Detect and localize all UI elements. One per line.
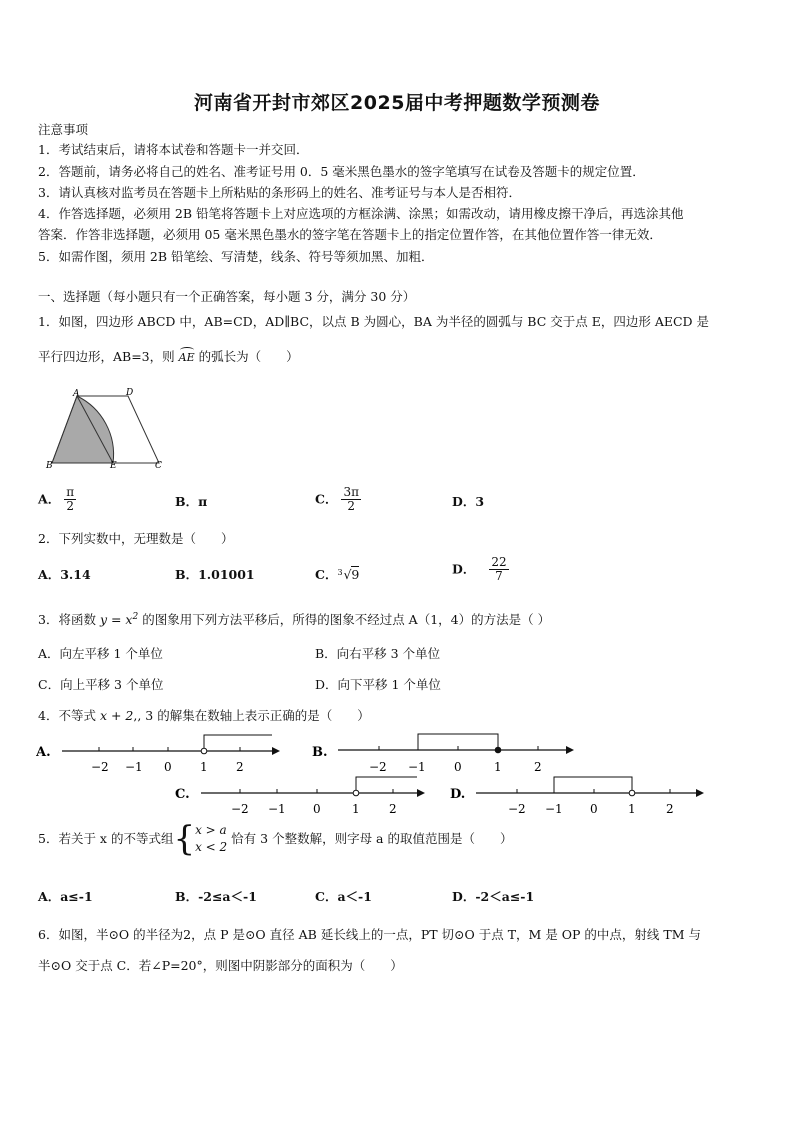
- notice-item: 2．答题前，请务必将自己的姓名、准考证号用 0．5 毫米黑色墨水的签字笔填写在试卷及答题卡的规定位置．: [38, 164, 645, 179]
- q1-arc-label: AE: [178, 351, 195, 364]
- q1-option-d: D．3: [452, 494, 485, 509]
- svg-text:1: 1: [494, 760, 502, 774]
- svg-text:1: 1: [200, 760, 208, 774]
- q2-option-b: B．1.01001: [175, 567, 255, 582]
- svg-text:−2: −2: [91, 760, 109, 774]
- svg-text:2: 2: [236, 760, 244, 774]
- svg-text:0: 0: [164, 760, 172, 774]
- q1-label-e: E: [110, 461, 117, 470]
- notice-item: 1．考试结束后，请将本试卷和答题卡一并交回．: [38, 142, 309, 157]
- q4-letter-b: B.: [312, 745, 328, 760]
- q6-stem: 6．如图，半⊙O 的半径为2，点 P 是⊙O 直径 AB 延长线上的一点，PT 切⊙O 于点 T，M 是 OP 的中点，射线 TM 与: [38, 927, 702, 942]
- q2-option-a: A．3.14: [38, 567, 91, 582]
- q4-numberline-c: [175, 770, 435, 818]
- q5-stem: 5．若关于 x 的不等式组{ x > a x < 2 恰有 3 个整数解，则字母 a 的取值范围是（ ）: [38, 819, 513, 859]
- q3-option-d: D．向下平移 1 个单位: [315, 677, 441, 692]
- q1-figure: [42, 388, 172, 470]
- q1-label-c: C: [155, 461, 162, 470]
- svg-text:−2: −2: [508, 802, 526, 816]
- q1-label-b: B: [46, 461, 53, 470]
- q3-option-a: A．向左平移 1 个单位: [38, 646, 163, 661]
- notice-item: 3．请认真核对监考员在答题卡上所粘贴的条形码上的姓名、准考证号与本人是否相符．: [38, 185, 521, 200]
- q1-stem: 1．如图，四边形 ABCD 中，AB=CD，AD∥BC，以点 B 为圆心，BA 为半径的圆弧与 BC 交于点 E，四边形 AECD 是: [38, 314, 710, 329]
- q4-letter-d: D.: [450, 787, 466, 802]
- q1-option-a: A． $\frac{\pi}{2}$: [38, 485, 75, 513]
- svg-text:1: 1: [352, 802, 360, 816]
- svg-text:−2: −2: [231, 802, 249, 816]
- q1-label-d: D: [126, 388, 134, 398]
- q2-stem: 2．下列实数中，无理数是（ ）: [38, 531, 234, 546]
- svg-text:2: 2: [389, 802, 397, 816]
- q1-stem-line2: [38, 349, 299, 366]
- q4-numberline-b: [312, 728, 582, 776]
- q3-option-b: B．向右平移 3 个单位: [315, 646, 441, 661]
- q3-option-c: C．向上平移 3 个单位: [38, 677, 164, 692]
- q1-option-c: C． $\frac{3\pi}{2}$: [315, 485, 359, 513]
- notice-item: 5．如需作图，须用 2B 铅笔绘、写清楚，线条、符号等须加黑、加粗．: [38, 249, 434, 264]
- q5-option-c: C．a＜-1: [315, 889, 372, 904]
- q1-arc: [179, 350, 195, 366]
- svg-text:−1: −1: [545, 802, 563, 816]
- svg-text:−1: −1: [268, 802, 286, 816]
- q5-option-d: D．-2＜a≤-1: [452, 889, 535, 904]
- q1-label-a: A: [73, 389, 80, 399]
- svg-text:1: 1: [628, 802, 636, 816]
- q1-stem-post: 的弧长为（ ）: [198, 349, 299, 364]
- notice-item: 答案．作答非选择题，必须用 05 毫米黑色墨水的签字笔在答题卡上的指定位置作答，在其他位置作答一律无效．: [38, 227, 662, 242]
- svg-text:2: 2: [534, 760, 542, 774]
- svg-text:0: 0: [313, 802, 321, 816]
- section-heading: 一、选择题（每小题只有一个正确答案，每小题 3 分，满分 30 分）: [38, 289, 416, 304]
- q1-option-b: B．π: [175, 494, 208, 509]
- q5-option-a: A．a≤-1: [38, 889, 93, 904]
- q5-option-b: B．-2≤a＜-1: [175, 889, 257, 904]
- q4-numberline-d: [450, 770, 710, 818]
- notice-item: 4．作答选择题，必须用 2B 铅笔将答题卡上对应选项的方框涂满、涂黑；如需改动，请用橡皮擦干净后，再选涂其他: [38, 206, 684, 221]
- notice-heading: 注意事项: [38, 122, 89, 137]
- q4-letter-a: A.: [36, 745, 51, 760]
- q4-letter-c: C.: [175, 787, 190, 802]
- svg-text:−1: −1: [125, 760, 143, 774]
- q6-stem-line2: 半⊙O 交于点 C．若∠P=20°，则图中阴影部分的面积为（ ）: [38, 958, 403, 973]
- svg-text:2: 2: [666, 802, 674, 816]
- svg-text:0: 0: [454, 760, 462, 774]
- q4-stem: 4．不等式 x + 2,, 3 的解集在数轴上表示正确的是（ ）: [38, 708, 370, 723]
- svg-text:0: 0: [590, 802, 598, 816]
- page-title: 河南省开封市郊区2025届中考押题数学预测卷: [194, 92, 600, 114]
- svg-text:−2: −2: [369, 760, 387, 774]
- q3-stem: 3．将函数 $y = x^2$ 的图象用下列方法平移后，所得的图象不经过点 A（1，4）的方法是（ ）: [38, 612, 551, 628]
- q2-option-d: D． $\frac{22}{7}$: [452, 555, 507, 583]
- q1-stem-pre: 平行四边形，AB=3，则: [38, 349, 175, 364]
- q2-option-c: C． 3 √9: [315, 567, 360, 582]
- q4-numberline-a: [36, 728, 286, 776]
- svg-text:−1: −1: [408, 760, 426, 774]
